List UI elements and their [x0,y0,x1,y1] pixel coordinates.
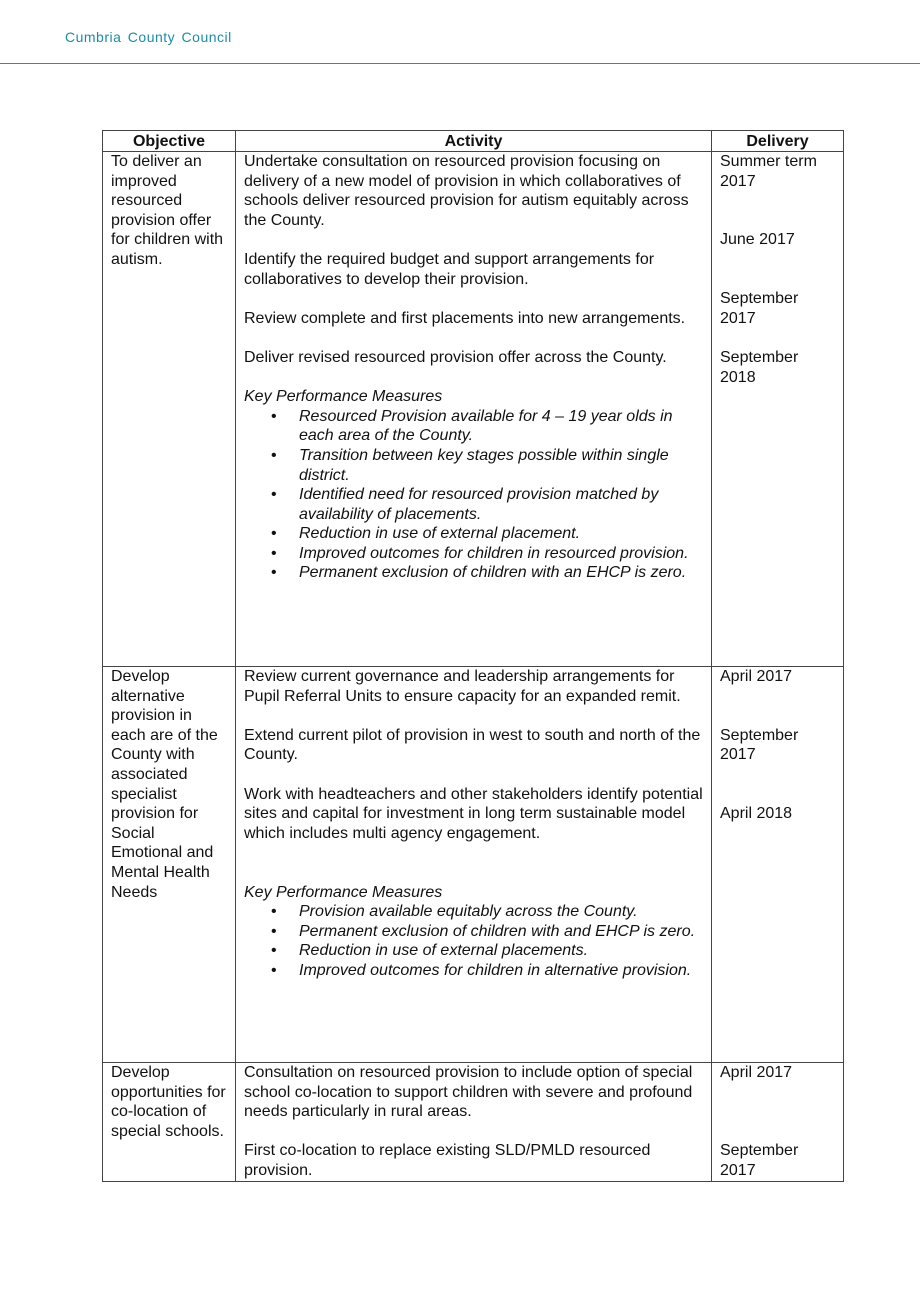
activity-cell [236,152,712,667]
delivery-date: September 2017 [720,290,799,327]
delivery-date: September 2017 [720,726,799,764]
objective-cell: Develop opportunities for co-location of special schools. [103,1063,236,1182]
kpm-list [244,902,703,980]
activity-text: Undertake consultation on resourced provision focusing on delivery of a new model of provision in which collaboratives of schools deliver resourced provision for autism equitably across the County. [244,153,689,229]
kpm-item: • Permanent exclusion of children with an EHCP is zero. [244,563,703,583]
objective-cell: Develop alternative provision in each are of the County with associated specialist provision for Social Emotional and Mental Health Needs [103,667,236,1063]
table-row [103,667,844,1063]
activity-text: First co-location to replace existing SLD/PMLD resourced provision. [244,1142,651,1179]
activity-text: Consultation on resourced provision to include option of special school co-location to support children with severe and profound needs particularly in rural areas. [244,1064,693,1121]
header-delivery: Delivery [712,131,844,152]
table-row [103,1063,844,1182]
header-objective: Objective [103,131,236,152]
activity-text: Review current governance and leadership arrangements for Pupil Referral Units to ensure capacity for an expanded remit. [244,668,681,705]
delivery-date: Summer term 2017 [720,153,817,190]
delivery-date: April 2017 [720,668,793,685]
council-logo: Cumbria County Council [65,29,232,45]
kpm-item: • Resourced Provision available for 4 – 19 year olds in each area of the County. [244,407,703,446]
activity-text: Extend current pilot of provision in west to south and north of the County. [244,726,701,764]
delivery-cell [712,667,844,1063]
objective-cell: To deliver an improved resourced provision offer for children with autism. [103,152,236,667]
delivery-date: September 2018 [720,348,799,386]
kpm-item: • Provision available equitably across the County. [244,902,703,922]
activity-text: Review complete and first placements into new arrangements. [244,309,686,327]
activity-text: Work with headteachers and other stakeholders identify potential sites and capital for investment in long term sustainable model which includes multi agency engagement. [244,785,703,842]
activity-text: Deliver revised resourced provision offer across the County. [244,348,667,366]
objectives-table [102,130,844,1182]
table-row [103,152,844,667]
kpm-list [244,407,703,583]
header-divider [0,63,920,64]
kpm-item: • Improved outcomes for children in resourced provision. [244,544,703,564]
kpm-item: • Transition between key stages possible within single district. [244,446,703,485]
delivery-cell [712,152,844,667]
kpm-item: • Improved outcomes for children in alternative provision. [244,961,703,981]
delivery-date: April 2018 [720,805,793,823]
kpm-title: Key Performance Measures [244,883,443,901]
kpm-item: • Reduction in use of external placements. [244,941,703,961]
kpm-item: • Permanent exclusion of children with and EHCP is zero. [244,922,703,942]
delivery-cell [712,1063,844,1182]
activity-text: Identify the required budget and support arrangements for collaboratives to develop their provision. [244,250,655,288]
kpm-item: • Reduction in use of external placement. [244,524,703,544]
activity-cell [236,667,712,1063]
delivery-date: September 2017 [720,1142,799,1179]
kpm-title: Key Performance Measures [244,388,443,406]
delivery-date: June 2017 [720,231,795,249]
table-header-row [103,131,844,152]
activity-cell [236,1063,712,1182]
delivery-date: April 2017 [720,1064,793,1081]
kpm-item: • Identified need for resourced provision matched by availability of placements. [244,485,703,524]
header-activity: Activity [236,131,712,152]
